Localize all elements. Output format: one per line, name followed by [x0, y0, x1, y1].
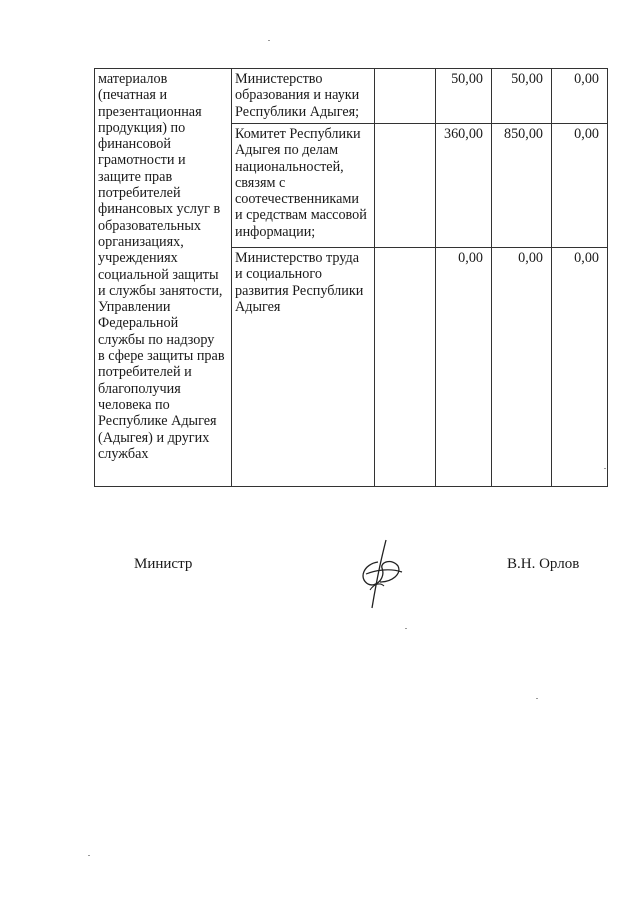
executor-cell — [232, 248, 375, 487]
executor-name: Комитет Республики Адыгея по делам национальностей, связям с соотечественниками и средствам массовой информации; — [235, 126, 367, 240]
scan-speck — [604, 468, 606, 469]
handwritten-signature — [356, 538, 406, 610]
amount-cell: 50,00 — [492, 69, 552, 124]
amount-cell: 0,00 — [552, 124, 608, 248]
amount-cell: 0,00 — [436, 248, 492, 487]
budget-table — [94, 68, 608, 487]
empty-cell — [375, 124, 436, 248]
amount-cell: 850,00 — [492, 124, 552, 248]
signature-block — [0, 548, 640, 608]
empty-cell — [375, 248, 436, 487]
executor-cell — [232, 124, 375, 248]
executor-name: Министерство труда и социального развития Республики Адыгея — [235, 250, 364, 315]
empty-cell — [375, 69, 436, 124]
amount-cell: 50,00 — [436, 69, 492, 124]
scan-speck — [536, 698, 538, 699]
signatory-name: В.Н. Орлов — [507, 556, 580, 572]
amount-cell: 0,00 — [492, 248, 552, 487]
scan-speck — [88, 855, 90, 856]
executor-cell — [232, 69, 375, 124]
amount-cell: 360,00 — [436, 124, 492, 248]
activity-description: материалов (печатная и презентационная продукция) по финансовой грамотности и защите прав потребителей финансовых услуг в образовательных организациях, учреждениях социальной защиты и службы занятости, Управлении Федеральной службы по надзору в сфере защиты прав потребителей и благополучия человека по Республике Адыгея (Адыгея) и других службах — [98, 71, 225, 462]
scan-speck — [268, 40, 270, 41]
executor-name: Министерство образования и науки Республики Адыгея; — [235, 71, 360, 120]
activity-description-cell — [95, 69, 232, 487]
amount-cell: 0,00 — [552, 248, 608, 487]
table-row — [95, 69, 608, 124]
scan-speck — [405, 628, 407, 629]
signatory-title: Министр — [134, 556, 193, 572]
amount-cell: 0,00 — [552, 69, 608, 124]
